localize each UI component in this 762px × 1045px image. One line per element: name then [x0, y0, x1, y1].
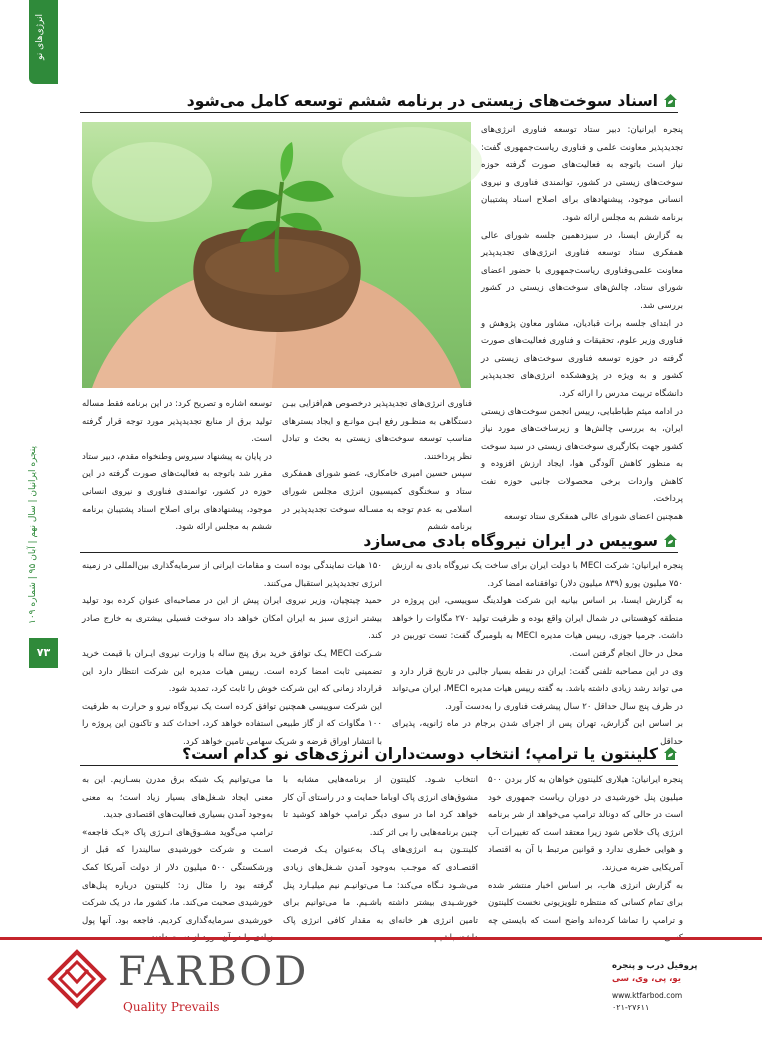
page-number: ۷۳ — [36, 646, 51, 659]
house-leaf-icon — [663, 533, 678, 548]
sidebar-caption: پنجره ایرانیان | سال نهم | آبان ۹۵ | شماره ۱۰۹ — [28, 445, 38, 624]
article3-title — [182, 745, 678, 763]
house-leaf-icon — [663, 746, 678, 761]
house-leaf-icon — [663, 93, 678, 108]
article3-col2-p2: کلینتـون بـه انرژی‌های پـاک به‌عنوان یـک فرصت اقتصـادی که موجـب به‌وجود آمدن شـغل‌های زیادی می‌شـود نـگاه می‌کند: مـا می‌توانیـم نیم میلیـارد پنل خورشـیدی بیشتر داشته باشـیم. ما می‌توانیم برای تامین انرژی هر خانه‌ای به مقدار کافی انرژی پاک — [283, 845, 478, 926]
article3-col3-p2: ترامپ می‌گوید مشـوق‌های انـرژی پاک «یـک فاجعه» اسـت و شرکت خورشیدی سالیندرا که قبل از ورشکستگی ۵۰۰ میلیون دلار از دولت آمریکا کمک گرفته بود را مثال زد: کلینتون درباره پنل‌های خورشیدی صحبت می‌کند. ما، کشور ما، در یک شرکت خورشیدی سرمایه‌گذاری کردیم. فاجعه بود. آنها پول — [82, 827, 273, 926]
article1-col2-p1: فناوری انرژی‌های تجدیدپذیر درخصوص هم‌افزایی بیـن دستگاهی به منظـور رفع ایـن موانـع و ایجاد بسترهای مناسب توسعه سوخت‌های زیستی به بحث و تبادل نظر پرداختند. — [282, 399, 472, 462]
article2-col1-p4: بر اساس این گزارش، تهران پس از اجرای شدن برجام در ماه ژانویه، پذیرای حداقل — [392, 719, 683, 747]
article1-col1-p5: همچنین اعضای شورای عالی همفکری ستاد توسعه — [504, 512, 683, 523]
article2-col1 — [392, 558, 684, 747]
article1-col1-p3: در ابتدای جلسه برات قبادیان، مشاور معاون پژوهش و فناوری وزیر علوم، تحقیقات و فناوری فعالیت‌های صورت گرفته در حوزه توسعه فناوری سوخت‌های زیستی در کشور و به ویژه در پژوهشکده انرژی‌های تجدیدپذیر دانشگاه تربیت مدرس را ارائه کرد. — [481, 318, 683, 399]
ad-product-line: یو، پی، وی، سی — [612, 974, 681, 984]
farbod-logo-icon — [48, 950, 106, 1008]
article3-col3-p1: ما می‌توانیم یک شبکه برق مدرن بسـازیم. این به معنی ایجاد شـغل‌های بسیار زیاد است؛ به معنی به‌وجود آمدن بسیاری فعالیت‌های اقتصادی جدید. — [82, 775, 273, 821]
article1-title-rule — [80, 112, 678, 113]
article1-col1 — [481, 122, 683, 522]
article1-col3 — [82, 396, 272, 533]
article2-col2-p3: شـرکت MECI یـک توافق خرید برق پنج ساله با وزارت نیروی ایـران با قیمت خرید تضمینی ثابت امضا کرده است. رییس هیات مدیره این شرکت انتظار دارد این قرارداد زمانی که این شرکت خوش را ثابت کرد، تمدید شود. — [82, 648, 382, 695]
ad-website[interactable]: www.ktfarbod.com — [612, 991, 683, 1000]
article1-col3-p2: در پایان به پیشنهاد سیروس وطنخواه مقدم، دبیر ستاد مقرر شد باتوجه به فعالیت‌های صورت گرفته در این حوزه در کشور، توانمندی فناوری و نیروی انسانی موجود، پیشنهادهای برای اصلاح اسناد پشتیبان برنامه ششم به مجلس ارائه شود. — [82, 451, 272, 533]
ad-profile-line: پروفیل درب و پنجره — [612, 961, 698, 971]
article3-col2 — [283, 772, 478, 928]
article3-col3 — [82, 772, 273, 928]
article3-title-rule — [80, 765, 678, 766]
section-tab-label: انرژی‌های نو — [35, 14, 45, 60]
article1-col1-p2: به گزارش ایسنا، در سیزدهمین جلسه شورای عالی همفکری ستاد توسعه فناوری انرژی‌های تجدیدپذیر معاونت علمی‌وفناوری ریاست‌جمهوری با حضور اعضای شورای ستاد، چالش‌های سوخت‌های زیستی در کشور بررسی شد. — [481, 230, 683, 311]
article2-col1-p2: به گزارش ایسنا، بر اساس بیانیه این شرکت هولدینگ سوییسی، این پروژه در منطقه کوهستانی در شمال ایران واقع بوده و ظرفیت تولید ۲۷۰ مگاوات را خواهد داشت. جرمیا جوزی، رییس هیات مدیره MECI به بلومبرگ گفت: تست توربین در محل در حال انجام گرفتن است. — [392, 596, 684, 659]
article2-title-text: سوییس در ایران نیروگاه بادی می‌سازد — [363, 532, 658, 550]
article1-col2-p2: سپس حسین امیری خامکاری، عضو شورای همفکری ستاد و سخنگوی کمیسیون انرژی مجلس شورای اسلامی به عدم توجه به مسـاله سوخت تجدیدپذیر در برنامه ششم — [282, 469, 472, 533]
ad-text-block — [612, 960, 702, 1014]
hands-seedling-photo — [82, 122, 471, 388]
ad-tagline: Quality Prevails — [123, 1000, 220, 1014]
article3-col1-p2: به گزارش انرژی هاب، بر اساس اخبار منتشر شده برای تمام کسانی که منتظره تلویزیونی نخست کلینتون و ترامپ را تماشا کرده‌اند واضح است که بایستی چه — [488, 880, 683, 926]
article1-col2 — [282, 396, 472, 533]
article3-col1 — [488, 772, 683, 928]
article2-col1-p3: وی در این مصاحبه تلفنی گفت: ایران در نقطه بسیار جالبی در تاریخ قرار دارد و می تواند رشد زیادی داشته باشد. به گفته رییس هیات مدیره MECI، ایران می‌تواند در ظرف پنج سال حداقل ۲۰ سال پیشرفت فناوری را به‌دست آورد. — [392, 666, 683, 712]
article2-col2-p4: این شرکت سوییسی همچنین توافق کرده است یک نیروگاه نیرو و حرارت به ظرفیت ۱۰۰ مگاوات که از گاز طبیعی استفاده خواهد کرد، احداث کند و تاکنون این پروژه را با انتشار اوراق قرضه و شریک سهامی تامین خواهد کرد. — [82, 701, 382, 747]
article2-title-rule — [80, 552, 678, 553]
article1-title-text: اسناد سوخت‌های زیستی در برنامه ششم توسعه کامل می‌شود — [186, 92, 658, 110]
article3-title-text: کلینتون یا ترامپ؛ انتخاب دوست‌داران انرژی‌های نو کدام است؟ — [182, 745, 658, 763]
article2-col1-p1: پنجره ایرانیان: شرکت MECI با دولت ایران برای ساخت یک نیروگاه بادی به ارزش ۷۵۰ میلیون یورو (۸۳۹ میلیون دلار) توافقنامه امضا کرد. — [392, 561, 684, 589]
page-number-box — [29, 638, 58, 668]
article1-col1-p4: در ادامه میثم طباطبایی، رییس انجمن سوخت‌های زیستی ایران، به بررسی چالش‌ها و زیرساخت‌های مورد نیاز کشور جهت بکارگیری سوخت‌های زیستی در سبد سوخت به منظور کاهش آلودگی هوا، ایجاد ارزش افزوده و کاهش واردات برخی محصولات جانبی حوزه نفت پرداخت. — [480, 406, 683, 505]
article2-col2-p1: ۱۵۰ هیات نمایندگی بوده است و مقامات ایرانی از سرمایه‌گذاری بین‌المللی در زمینه انرژی تجدیدپذیر استقبال می‌کنند. — [82, 561, 382, 589]
article2-title — [363, 532, 678, 550]
article3-col1-p1: پنجره ایرانیان: هیلاری کلینتون خواهان به کار بردن ۵۰۰ میلیون پنل خورشیدی در دوران ریاست جمهوری خود است در حالی که دونالد ترامپ می‌خواهد از شر برنامه انرژی پاک خلاص شود زیرا معتقد است که تغییرات آب و هوایی خطری ندارد و قوانین مرتبط با آن به اقتصاد آمریکایی ضربه می‌زند. — [488, 775, 683, 873]
article2-col2 — [82, 558, 382, 747]
footer-rule — [0, 937, 762, 940]
ad-phone: ۰۲۱-۲۷۶۱۱ — [612, 1003, 650, 1012]
article2-col2-p2: حمید چیتچیان، وزیر نیروی ایران پیش از این در مصاحبه‌ای عنوان کرده بود تولید بیشتر انرژی سبز به ایران امکان خواهد داد سوخت فسیلی بیشتری به خارج صادر کند. — [82, 596, 382, 642]
section-tab — [29, 0, 58, 84]
article3-col2-p1: انتخاب شـود. کلینتون از برنامه‌هایی مشابه با مشوق‌های انرژی پاک اوباما حمایت و در راستای آن کار خواهد کرد اما در سوی دیگر ترامپ خواهد کوشید تا چنین برنامه‌هایی را بی اثر کند. — [283, 775, 478, 838]
article1-title — [187, 92, 678, 110]
article1-col1-p1: پنجره ایرانیان: دبیر ستاد توسعه فناوری انرژی‌های تجدیدپذیر معاونت علمی و فناوری ریاست‌جمهوری گفت: نیاز است باتوجه به فعالیت‌های صورت گرفته حوزه سوخت‌های زیستی در کشور، توانمندی فناوری و نیروی انسانی موجود، پیشنهادهای برای اصلاح اسناد پشتیبان برنامه ششم به مجلس ارائه شود. — [481, 125, 683, 223]
ad-brand: FARBOD — [118, 949, 309, 995]
article1-col3-p1: توسعه اشاره و تصریح کرد: در این برنامه فقط مساله تولید برق از منابع تجدیدپذیر مورد توجه قرار گرفته است. — [82, 399, 272, 445]
